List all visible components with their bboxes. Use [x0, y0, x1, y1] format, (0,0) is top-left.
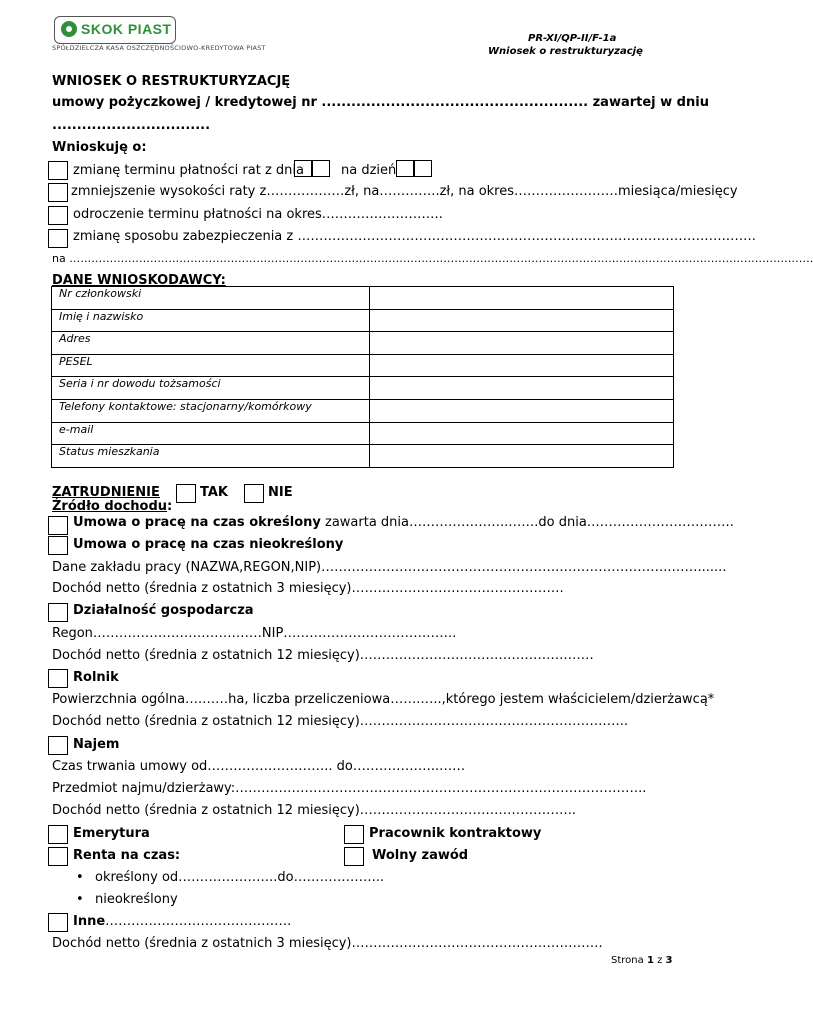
- option-zmniejszenie-raty-label: zmniejszenie wysokości raty z………………zł, na…………..zł, na okres……………………miesiąca/miesięcy: [71, 184, 738, 199]
- dochod-3m-line-1: Dochód netto (średnia z ostatnich 3 miesięcy)………………………………………….: [52, 581, 564, 596]
- checkbox-najem[interactable]: [48, 736, 68, 755]
- page-prefix: Strona: [611, 955, 647, 966]
- page-sep: z: [653, 955, 666, 966]
- day-box-to-2[interactable]: [414, 160, 432, 177]
- row-label: Seria i nr dowodu tożsamości: [52, 377, 370, 400]
- row-label: Telefony kontaktowe: stacjonarny/komórkowy: [52, 399, 370, 422]
- option-zabezpieczenie-label: zmianę sposobu zabezpieczenia z ……………………………………………………………………..……………….…….: [73, 229, 756, 244]
- dochod-12m-line-2: Dochód netto (średnia z ostatnich 12 miesięcy)……………………………………………………..: [52, 714, 629, 729]
- employment-heading: ZATRUDNIENIE: [52, 485, 160, 500]
- nie-label: NIE: [268, 485, 293, 500]
- table-row: [52, 377, 674, 400]
- row-label: Status mieszkania: [52, 445, 370, 468]
- powierzchnia-line: Powierzchnia ogólna….……ha, liczba przeliczeniowa…….…..,którego jestem właścicielem/dzierżawcą*: [52, 692, 715, 707]
- inne-dots: …………………………………….: [105, 914, 292, 929]
- request-heading: Wnioskuję o:: [52, 140, 147, 155]
- dochod-12m-line-1: Dochód netto (średnia z ostatnich 12 miesięcy)………………………………………………: [52, 648, 594, 663]
- umowa-okreslona-label: Umowa o pracę na czas określony: [73, 515, 321, 530]
- dochod-12m-line-3: Dochód netto (średnia z ostatnich 12 miesięcy)…………………………………………..: [52, 803, 577, 818]
- row-value-field[interactable]: [370, 445, 674, 468]
- contract-line: umowy pożyczkowej / kredytowej nr ...................................................... zawartej w dniu: [52, 95, 709, 110]
- row-label: Nr członkowski: [52, 287, 370, 310]
- row-label: Imię i nazwisko: [52, 309, 370, 332]
- table-row: [52, 445, 674, 468]
- page-total: 3: [665, 955, 673, 966]
- table-row: [52, 332, 674, 355]
- checkbox-nie[interactable]: [244, 484, 264, 503]
- checkbox-inne[interactable]: [48, 913, 68, 932]
- inne-line: [73, 914, 291, 929]
- zaklad-line: Dane zakładu pracy (NAZWA,REGON,NIP)……………………………………………….……………………..…….......: [52, 560, 727, 575]
- umowa-okreslona-rest: zawarta dnia…………………..…….do dnia…………………………….: [320, 515, 734, 530]
- checkbox-emerytura[interactable]: [48, 825, 68, 844]
- checkbox-umowa-nieokreslona[interactable]: [48, 536, 68, 555]
- checkbox-renta[interactable]: [48, 847, 68, 866]
- tak-label: TAK: [200, 485, 228, 500]
- day-box-from-1[interactable]: [294, 160, 312, 177]
- renta-nieokreslony-line: nieokreślony: [95, 892, 178, 907]
- row-value-field[interactable]: [370, 377, 674, 400]
- renta-okreslony-line: określony od…………………..do………………...: [95, 870, 385, 885]
- income-source-heading: [52, 499, 172, 514]
- option-na-dzien-label: na dzień: [341, 163, 397, 178]
- row-value-field[interactable]: [370, 332, 674, 355]
- row-label: e-mail: [52, 422, 370, 445]
- checkbox-zabezpieczenie[interactable]: [48, 229, 68, 248]
- row-value-field[interactable]: [370, 287, 674, 310]
- page-title: WNIOSEK O RESTRUKTURYZACJĘ: [52, 74, 291, 89]
- renta-label: Renta na czas:: [73, 848, 181, 863]
- row-value-field[interactable]: [370, 354, 674, 377]
- emerytura-label: Emerytura: [73, 826, 150, 841]
- row-value-field[interactable]: [370, 399, 674, 422]
- logo-icon: [61, 21, 77, 37]
- checkbox-odroczenie[interactable]: [48, 206, 68, 225]
- day-box-to-1[interactable]: [396, 160, 414, 177]
- page-current: 1: [646, 955, 654, 966]
- checkbox-pracownik-kontraktowy[interactable]: [344, 825, 364, 844]
- applicant-table: [51, 286, 674, 468]
- checkbox-umowa-okreslona[interactable]: [48, 516, 68, 535]
- umowa-nieokreslona-label: Umowa o pracę na czas nieokreślony: [73, 537, 344, 552]
- wolny-zawod-label: Wolny zawód: [372, 848, 469, 863]
- checkbox-zmniejszenie-raty[interactable]: [48, 183, 68, 202]
- na-line: na ………………………………………………………………………………………………………………………………….……………………………………………….: [52, 252, 813, 265]
- option-zmiana-terminu-label: zmianę terminu płatności rat z dnia: [73, 163, 304, 178]
- income-source-heading-text: Źródło dochodu: [52, 499, 168, 514]
- doc-code: PR-XI/QP-II/F-1a: [528, 33, 617, 44]
- checkbox-zmiana-terminu[interactable]: [48, 161, 68, 180]
- bullet-icon: •: [76, 870, 84, 885]
- table-row: [52, 399, 674, 422]
- option-odroczenie-label: odroczenie terminu płatności na okres……………………….: [73, 207, 443, 222]
- regon-nip-line: Regon…………………………………NIP………………………………….: [52, 626, 457, 641]
- table-row: [52, 354, 674, 377]
- checkbox-rolnik[interactable]: [48, 669, 68, 688]
- logo-subtitle: SPÓŁDZIELCZA KASA OSZCZĘDNOŚCIOWO-KREDYTOWA PIAST: [52, 44, 266, 52]
- page-number: [611, 955, 672, 966]
- dochod-3m-line-2: Dochód netto (średnia z ostatnich 3 miesięcy)………………………………………………….: [52, 936, 603, 951]
- table-row: [52, 287, 674, 310]
- checkbox-wolny-zawod[interactable]: [344, 847, 364, 866]
- day-box-from-2[interactable]: [312, 160, 330, 177]
- dzialalnosc-label: Działalność gospodarcza: [73, 603, 254, 618]
- rolnik-label: Rolnik: [73, 670, 119, 685]
- doc-name: Wniosek o restrukturyzację: [488, 46, 643, 57]
- pracownik-kontraktowy-label: Pracownik kontraktowy: [369, 826, 542, 841]
- row-label: PESEL: [52, 354, 370, 377]
- checkbox-dzialalnosc[interactable]: [48, 603, 68, 622]
- checkbox-tak[interactable]: [176, 484, 196, 503]
- income-source-colon: :: [167, 499, 173, 514]
- przedmiot-line: Przedmiot najmu/dzierżawy:…………………………………………………………………………………..: [52, 781, 647, 796]
- contract-date-line: ................................: [52, 118, 211, 133]
- table-row: [52, 309, 674, 332]
- czas-trwania-line: Czas trwania umowy od……………………….. do………………..……: [52, 759, 466, 774]
- logo: [54, 16, 176, 44]
- applicant-heading: DANE WNIOSKODAWCY:: [52, 273, 226, 288]
- najem-label: Najem: [73, 737, 120, 752]
- inne-label: Inne: [73, 914, 106, 929]
- table-row: [52, 422, 674, 445]
- bullet-icon: •: [76, 892, 84, 907]
- logo-text: SKOK PIAST: [81, 21, 172, 37]
- row-value-field[interactable]: [370, 309, 674, 332]
- row-value-field[interactable]: [370, 422, 674, 445]
- umowa-okreslona-line: [73, 515, 734, 530]
- row-label: Adres: [52, 332, 370, 355]
